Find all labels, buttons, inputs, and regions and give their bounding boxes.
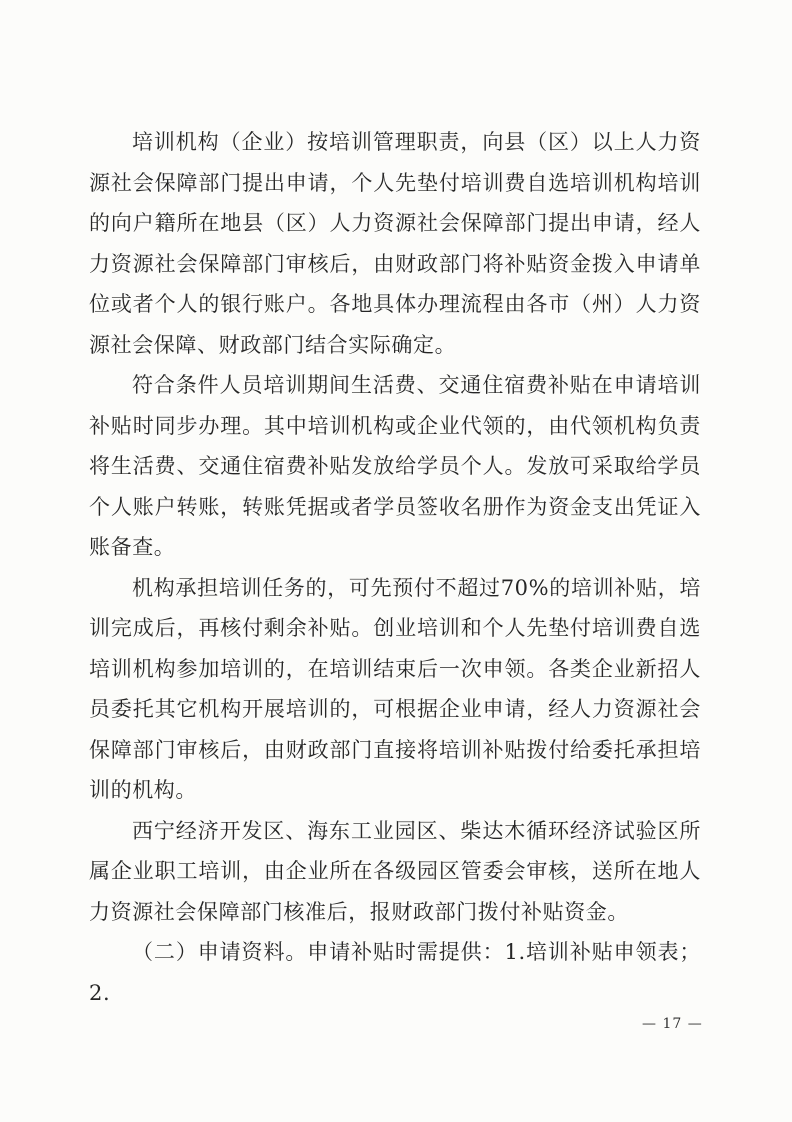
paragraph-application-materials: （二）申请资料。申请补贴时需提供：1.培训补贴申领表；2. [89, 940, 701, 1005]
paragraph-prepayment: 机构承担培训任务的，可先预付不超过70%的培训补贴，培训完成后，再核付剩余补贴。创业培训和个人先垫付培训费自选培训机构参加培训的，在培训结束后一次申领。各类企业新招人员委托其它机构开展培训的，可根据企业申请，经人力资源社会保障部门审核后，由财政部门直接将培训补贴拨付给委托承担培训的机构。 [89, 575, 701, 802]
paragraph-industrial-parks: 西宁经济开发区、海东工业园区、柴达木循环经济试验区所属企业职工培训，由企业所在各级园区管委会审核，送所在地人力资源社会保障部门核准后，报财政部门拨付补贴资金。 [89, 818, 701, 924]
page-number: — 17 — [642, 1016, 703, 1032]
paragraph-living-allowance: 符合条件人员培训期间生活费、交通住宿费补贴在申请培训补贴时同步办理。其中培训机构或企业代领的，由代领机构负责将生活费、交通住宿费补贴发放给学员个人。发放可采取给学员个人账户转账，转账凭据或者学员签收名册作为资金支出凭证入账备查。 [89, 373, 701, 559]
paragraph-application-procedure: 培训机构（企业）按培训管理职责，向县（区）以上人力资源社会保障部门提出申请，个人先垫付培训费自选培训机构培训的向户籍所在地县（区）人力资源社会保障部门提出申请，经人力资源社会保障部门审核后，由财政部门将补贴资金拨入申请单位或者个人的银行账户。各地具体办理流程由各市（州）人力资源社会保障、财政部门结合实际确定。 [89, 130, 701, 357]
document-body [89, 122, 701, 1013]
